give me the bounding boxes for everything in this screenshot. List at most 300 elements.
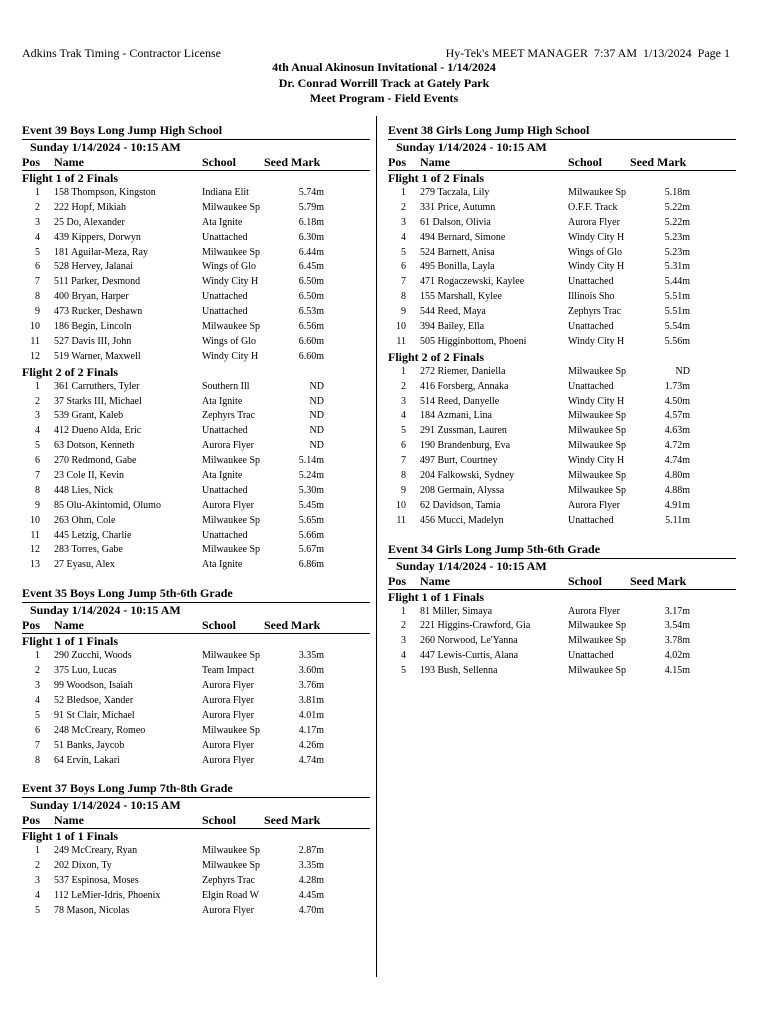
entry-pos: 3 bbox=[401, 635, 406, 647]
entry-seed-mark: 5.65m bbox=[298, 514, 324, 526]
entry-pos: 12 bbox=[30, 544, 40, 556]
entry-seed-mark: 4.80m bbox=[664, 470, 690, 482]
entry-name: 290 Zucchi, Woods bbox=[54, 650, 132, 662]
entry-school: Unattached bbox=[202, 291, 248, 303]
entry-seed-mark: 3.54m bbox=[664, 620, 690, 632]
header-school: School bbox=[568, 155, 603, 169]
entry-name: 471 Rogaczewski, Kaylee bbox=[420, 276, 525, 288]
entry-pos: 1 bbox=[35, 380, 40, 392]
entry-seed-mark: 5.66m bbox=[298, 529, 324, 541]
header-seed-mark: Seed Mark bbox=[264, 155, 321, 169]
entry-pos: 6 bbox=[35, 261, 40, 273]
entry-name: 375 Luo, Lucas bbox=[54, 665, 117, 677]
entry-school: Wings of Glo bbox=[202, 335, 257, 347]
entry-name: 494 Bernard, Simone bbox=[420, 231, 506, 243]
entry-pos: 3 bbox=[401, 216, 406, 228]
entry-name: 279 Taczala, Lily bbox=[420, 187, 490, 198]
header-name: Name bbox=[54, 155, 84, 169]
entry-row bbox=[388, 454, 736, 469]
entry-school: Zephyrs Trac bbox=[202, 875, 256, 887]
entry-seed-mark: 6.86m bbox=[298, 559, 324, 571]
header-software-info: Hy-Tek's MEET MANAGER 7:37 AM 1/13/2024 Page 1 bbox=[445, 46, 730, 60]
entry-pos: 9 bbox=[35, 306, 40, 318]
entry-seed-mark: 6.45m bbox=[298, 261, 324, 273]
entry-school: Aurora Flyer bbox=[202, 694, 254, 706]
entry-seed-mark: 5.54m bbox=[664, 321, 690, 333]
entry-row bbox=[22, 874, 370, 889]
session-date: Sunday 1/14/2024 - 10:15 AM bbox=[388, 139, 736, 154]
entry-name: 81 Miller, Simaya bbox=[420, 605, 493, 617]
entry-row bbox=[22, 424, 370, 439]
entry-name: 412 Dueno Alda, Eric bbox=[54, 425, 142, 437]
entry-name: 91 St Clair, Michael bbox=[54, 709, 135, 721]
entry-pos: 2 bbox=[401, 620, 406, 632]
entry-name: 208 Germain, Alyssa bbox=[420, 484, 505, 496]
entry-pos: 2 bbox=[35, 860, 40, 872]
entry-school: Wings of Glo bbox=[568, 246, 623, 258]
entry-row bbox=[388, 275, 736, 290]
entry-row bbox=[22, 320, 370, 335]
entry-name: 361 Carruthers, Tyler bbox=[54, 380, 140, 392]
flight-label: Flight 1 of 2 Finals bbox=[22, 171, 119, 185]
entry-pos: 9 bbox=[35, 499, 40, 511]
entry-seed-mark: 5.23m bbox=[664, 231, 690, 243]
entry-name: 222 Hopf, Mikiah bbox=[54, 201, 126, 213]
entry-row bbox=[22, 350, 370, 365]
header-seed-mark: Seed Mark bbox=[264, 813, 321, 828]
entry-name: 184 Azmani, Lina bbox=[420, 410, 492, 422]
header-school: School bbox=[202, 618, 237, 633]
entry-school: Windy City H bbox=[568, 335, 625, 347]
entry-pos: 2 bbox=[401, 201, 406, 213]
entry-seed-mark: 5.22m bbox=[664, 216, 690, 228]
entry-school: Windy City H bbox=[202, 350, 259, 362]
entry-name: 539 Grant, Kaleb bbox=[54, 410, 124, 422]
entry-name: 158 Thompson, Kingston bbox=[54, 187, 156, 198]
header-license: Adkins Trak Timing - Contractor License bbox=[22, 46, 222, 60]
entry-pos: 5 bbox=[35, 440, 40, 452]
entry-row bbox=[388, 395, 736, 410]
entry-seed-mark: 5.67m bbox=[298, 544, 324, 556]
entry-name: 63 Dotson, Kenneth bbox=[54, 440, 135, 452]
entry-row bbox=[22, 439, 370, 454]
entry-seed-mark: 4.57m bbox=[664, 410, 690, 422]
entry-seed-mark: 6.50m bbox=[298, 276, 324, 288]
entry-name: 519 Warner, Maxwell bbox=[54, 350, 141, 362]
entry-seed-mark: 4.88m bbox=[664, 484, 690, 496]
entry-school: Unattached bbox=[202, 231, 248, 243]
header-school: School bbox=[202, 813, 237, 828]
entry-pos: 3 bbox=[35, 410, 40, 422]
entry-seed-mark: 4.91m bbox=[664, 499, 690, 511]
entry-name: 155 Marshall, Kylee bbox=[420, 291, 502, 303]
entry-seed-mark: 6.53m bbox=[298, 306, 324, 318]
entry-school: Team Impact bbox=[202, 665, 255, 677]
entry-name: 283 Torres, Gabe bbox=[54, 544, 123, 556]
event-section bbox=[22, 585, 370, 768]
entry-name: 25 Do, Alexander bbox=[54, 216, 125, 228]
session-date: Sunday 1/14/2024 - 10:15 AM bbox=[388, 558, 736, 573]
entry-row bbox=[388, 409, 736, 424]
entry-seed-mark: 5.79m bbox=[298, 201, 324, 213]
entry-row bbox=[22, 649, 370, 664]
entry-pos: 6 bbox=[35, 724, 40, 736]
entry-row bbox=[22, 395, 370, 410]
entry-seed-mark: ND bbox=[309, 410, 324, 422]
entry-name: 456 Mucci, Madelyn bbox=[420, 514, 504, 526]
entry-pos: 3 bbox=[35, 216, 40, 228]
entry-school: Milwaukee Sp bbox=[202, 201, 261, 213]
entry-pos: 6 bbox=[35, 455, 40, 467]
entry-pos: 1 bbox=[401, 187, 406, 198]
entry-school: Windy City H bbox=[568, 231, 625, 243]
entry-school: Milwaukee Sp bbox=[202, 845, 261, 857]
flight-label: Flight 2 of 2 Finals bbox=[22, 364, 119, 379]
event-section bbox=[22, 780, 370, 918]
entry-school: Unattached bbox=[202, 529, 248, 541]
entry-row bbox=[388, 335, 736, 350]
entry-name: 524 Barnett, Anisa bbox=[420, 246, 495, 258]
entry-seed-mark: 3.17m bbox=[664, 605, 690, 617]
entry-school: Windy City H bbox=[202, 276, 259, 288]
entry-seed-mark: 5.56m bbox=[664, 335, 690, 347]
entry-row bbox=[388, 320, 736, 335]
entry-row bbox=[388, 634, 736, 649]
entry-school: Unattached bbox=[568, 380, 614, 392]
entry-pos: 5 bbox=[35, 246, 40, 258]
header-name: Name bbox=[420, 155, 450, 169]
entry-pos: 4 bbox=[35, 231, 40, 243]
entry-pos: 10 bbox=[30, 321, 40, 333]
entry-pos: 1 bbox=[35, 187, 40, 198]
entry-name: 85 Olu-Akintomid, Olumo bbox=[54, 499, 161, 511]
entry-school: Milwaukee Sp bbox=[568, 620, 627, 632]
entry-row bbox=[22, 694, 370, 709]
entry-name: 473 Rucker, Deshawn bbox=[54, 306, 143, 318]
header-pos: Pos bbox=[22, 155, 40, 169]
entry-seed-mark: 4.63m bbox=[664, 425, 690, 437]
entry-pos: 4 bbox=[401, 231, 406, 243]
entry-seed-mark: 3.35m bbox=[298, 860, 324, 872]
entry-pos: 8 bbox=[401, 470, 406, 482]
entry-pos: 8 bbox=[35, 484, 40, 496]
entry-name: 27 Eyasu, Alex bbox=[54, 559, 115, 571]
entry-pos: 8 bbox=[401, 291, 406, 303]
entry-row bbox=[22, 679, 370, 694]
flight-label: Flight 1 of 2 Finals bbox=[388, 171, 485, 185]
entry-name: 495 Bonilla, Layla bbox=[420, 261, 495, 273]
header-seed-mark: Seed Mark bbox=[630, 573, 687, 588]
entry-seed-mark: 6.18m bbox=[298, 216, 324, 228]
header-name: Name bbox=[420, 573, 450, 588]
entry-seed-mark: 5.45m bbox=[298, 499, 324, 511]
entry-row bbox=[388, 365, 736, 380]
entry-pos: 5 bbox=[401, 425, 406, 437]
program-title: Meet Program - Field Events bbox=[309, 91, 459, 105]
header-name: Name bbox=[54, 618, 84, 633]
entry-school: Zephyrs Trac bbox=[202, 410, 256, 422]
entry-seed-mark: 5.51m bbox=[664, 291, 690, 303]
entry-school: Unattached bbox=[568, 321, 614, 333]
entry-row bbox=[388, 664, 736, 679]
entry-school: Wings of Glo bbox=[202, 261, 257, 273]
entry-seed-mark: 1.73m bbox=[664, 380, 690, 392]
entry-row bbox=[22, 305, 370, 320]
column-headers bbox=[388, 573, 736, 590]
entry-row bbox=[22, 859, 370, 874]
entry-school: Ata Ignite bbox=[202, 216, 243, 228]
entry-pos: 2 bbox=[401, 380, 406, 392]
entry-name: 270 Redmond, Gabe bbox=[54, 455, 137, 467]
entry-row bbox=[22, 889, 370, 904]
entry-pos: 11 bbox=[396, 514, 406, 526]
entry-seed-mark: ND bbox=[309, 380, 324, 392]
column-headers bbox=[22, 154, 370, 171]
entry-row bbox=[388, 439, 736, 454]
entry-name: 190 Brandenburg, Eva bbox=[420, 440, 511, 452]
entry-school: Milwaukee Sp bbox=[568, 187, 627, 198]
entry-row bbox=[388, 380, 736, 395]
entry-school: Zephyrs Trac bbox=[568, 306, 622, 318]
entry-school: Aurora Flyer bbox=[568, 499, 620, 511]
header-seed-mark: Seed Mark bbox=[264, 618, 321, 633]
entry-row bbox=[22, 709, 370, 724]
entry-seed-mark: 4.02m bbox=[664, 650, 690, 662]
entry-pos: 1 bbox=[401, 365, 406, 377]
entry-pos: 4 bbox=[35, 694, 40, 706]
entry-row bbox=[22, 469, 370, 484]
entry-name: 181 Aguilar-Meza, Ray bbox=[54, 246, 148, 258]
entry-seed-mark: ND bbox=[309, 425, 324, 437]
entry-seed-mark: 4.17m bbox=[298, 724, 324, 736]
entry-row bbox=[22, 739, 370, 754]
entry-pos: 6 bbox=[401, 440, 406, 452]
entry-name: 51 Banks, Jaycob bbox=[54, 739, 125, 751]
entry-name: 447 Lewis-Curtis, Alana bbox=[420, 650, 519, 662]
event-title: Event 34 Girls Long Jump 5th-6th Grade bbox=[388, 541, 601, 556]
entry-pos: 11 bbox=[30, 529, 40, 541]
event-section bbox=[388, 541, 736, 679]
entry-name: 514 Reed, Danyelle bbox=[420, 395, 500, 407]
entry-row bbox=[22, 186, 370, 201]
entry-school: Milwaukee Sp bbox=[568, 425, 627, 437]
entry-school: Milwaukee Sp bbox=[202, 724, 261, 736]
entry-school: Aurora Flyer bbox=[568, 605, 620, 617]
entry-school: Milwaukee Sp bbox=[568, 410, 627, 422]
entry-school: Illinois Sho bbox=[568, 291, 615, 303]
meet-title: 4th Anual Akinosun Invitational - 1/14/2024 bbox=[272, 60, 496, 74]
entry-school: Milwaukee Sp bbox=[568, 470, 627, 482]
entry-school: Windy City H bbox=[568, 261, 625, 273]
entry-pos: 12 bbox=[30, 350, 40, 362]
header-pos: Pos bbox=[22, 618, 40, 633]
entry-row bbox=[22, 499, 370, 514]
header-school: School bbox=[568, 573, 603, 588]
entry-seed-mark: 4.74m bbox=[298, 754, 324, 766]
entry-row bbox=[22, 246, 370, 261]
entry-name: 497 Burt, Courtney bbox=[420, 455, 498, 467]
entry-school: Aurora Flyer bbox=[202, 709, 254, 721]
entry-seed-mark: 6.56m bbox=[298, 321, 324, 333]
entry-seed-mark: 4.50m bbox=[664, 395, 690, 407]
entry-pos: 1 bbox=[401, 605, 406, 617]
entry-name: 52 Bledsoe, Xander bbox=[54, 694, 134, 706]
entry-row bbox=[388, 186, 736, 201]
entry-name: 64 Ervin, Lakari bbox=[54, 754, 120, 766]
column-headers bbox=[22, 812, 370, 829]
entry-school: Milwaukee Sp bbox=[202, 321, 261, 333]
entry-school: Indiana Elit bbox=[202, 187, 249, 198]
entry-row bbox=[388, 305, 736, 320]
entry-name: 527 Davis III, John bbox=[54, 335, 132, 347]
entry-pos: 3 bbox=[401, 395, 406, 407]
entry-name: 416 Forsberg, Annaka bbox=[420, 380, 509, 392]
entry-seed-mark: 4.72m bbox=[664, 440, 690, 452]
entry-seed-mark: ND bbox=[309, 395, 324, 407]
entry-seed-mark: 6.50m bbox=[298, 291, 324, 303]
entry-school: Aurora Flyer bbox=[202, 680, 254, 692]
entry-school: Windy City H bbox=[568, 395, 625, 407]
flight-label: Flight 1 of 1 Finals bbox=[22, 829, 119, 844]
entry-pos: 8 bbox=[35, 754, 40, 766]
entry-seed-mark: 4.15m bbox=[664, 665, 690, 677]
entry-row bbox=[22, 754, 370, 769]
entry-row bbox=[22, 380, 370, 395]
entry-name: 505 Higginbottom, Phoeni bbox=[420, 335, 527, 347]
entry-school: Unattached bbox=[568, 276, 614, 288]
entry-seed-mark: 4.01m bbox=[298, 709, 324, 721]
entry-row bbox=[388, 499, 736, 514]
entry-pos: 7 bbox=[401, 276, 406, 288]
entry-seed-mark: 5.14m bbox=[298, 455, 324, 467]
entry-row bbox=[22, 201, 370, 216]
entry-seed-mark: 4.74m bbox=[664, 455, 690, 467]
entry-seed-mark: 5.11m bbox=[665, 514, 690, 526]
entry-pos: 1 bbox=[35, 650, 40, 662]
entry-pos: 2 bbox=[35, 201, 40, 213]
meet-venue: Dr. Conrad Worrill Track at Gately Park bbox=[278, 76, 490, 90]
entry-name: 260 Norwood, Le'Yanna bbox=[420, 635, 518, 647]
entry-name: 445 Letzig, Charlie bbox=[54, 529, 132, 541]
entry-school: Ata Ignite bbox=[202, 559, 243, 571]
entry-seed-mark: 6.44m bbox=[298, 246, 324, 258]
entry-school: Milwaukee Sp bbox=[568, 484, 627, 496]
entry-pos: 9 bbox=[401, 484, 406, 496]
session-date: Sunday 1/14/2024 - 10:15 AM bbox=[22, 139, 370, 154]
event-section bbox=[388, 122, 736, 529]
entry-name: 221 Higgins-Crawford, Gia bbox=[420, 620, 531, 632]
entry-school: O.F.F. Track bbox=[568, 201, 618, 213]
header-school: School bbox=[202, 155, 237, 169]
entry-row bbox=[22, 454, 370, 469]
entry-pos: 4 bbox=[35, 425, 40, 437]
entry-name: 263 Ohm, Cole bbox=[54, 514, 116, 526]
entry-seed-mark: 5.24m bbox=[298, 470, 324, 482]
entry-row bbox=[22, 558, 370, 573]
entry-row bbox=[22, 514, 370, 529]
entry-name: 331 Price, Autumn bbox=[420, 201, 496, 213]
entry-row bbox=[388, 231, 736, 246]
entry-name: 511 Parker, Desmond bbox=[54, 276, 141, 288]
entry-pos: 7 bbox=[401, 455, 406, 467]
entry-school: Milwaukee Sp bbox=[202, 860, 261, 872]
entry-pos: 5 bbox=[401, 665, 406, 677]
entry-school: Milwaukee Sp bbox=[568, 440, 627, 452]
entry-row bbox=[388, 469, 736, 484]
entry-name: 528 Hervey, Jalanai bbox=[54, 261, 134, 273]
entry-pos: 10 bbox=[396, 321, 406, 333]
entry-school: Aurora Flyer bbox=[568, 216, 620, 228]
entry-name: 291 Zussman, Lauren bbox=[420, 425, 507, 437]
entry-seed-mark: 4.26m bbox=[298, 739, 324, 751]
entry-name: 400 Bryan, Harper bbox=[54, 291, 129, 303]
entry-pos: 5 bbox=[35, 709, 40, 721]
event-title: Event 38 Girls Long Jump High School bbox=[388, 123, 590, 137]
entry-school: Unattached bbox=[568, 514, 614, 526]
entry-school: Unattached bbox=[202, 484, 248, 496]
left-column bbox=[22, 122, 370, 919]
header-seed-mark: Seed Mark bbox=[630, 155, 687, 169]
entry-row bbox=[22, 231, 370, 246]
header-name: Name bbox=[54, 813, 84, 828]
session-date: Sunday 1/14/2024 - 10:15 AM bbox=[22, 602, 370, 617]
entry-pos: 4 bbox=[35, 890, 40, 902]
entry-school: Unattached bbox=[202, 425, 248, 437]
entry-school: Milwaukee Sp bbox=[202, 246, 261, 258]
entry-seed-mark: 5.18m bbox=[664, 187, 690, 198]
entry-pos: 4 bbox=[401, 410, 406, 422]
entry-pos: 11 bbox=[396, 335, 406, 347]
entry-seed-mark: 6.30m bbox=[298, 231, 324, 243]
entry-pos: 7 bbox=[35, 739, 40, 751]
entry-pos: 5 bbox=[401, 246, 406, 258]
entry-seed-mark: 6.60m bbox=[298, 350, 324, 362]
entry-school: Aurora Flyer bbox=[202, 754, 254, 766]
entry-school: Aurora Flyer bbox=[202, 739, 254, 751]
entry-row bbox=[22, 335, 370, 350]
entry-school: Ata Ignite bbox=[202, 470, 243, 482]
entry-school: Unattached bbox=[202, 306, 248, 318]
entry-name: 78 Mason, Nicolas bbox=[54, 904, 130, 916]
entry-row bbox=[22, 904, 370, 919]
entry-pos: 6 bbox=[401, 261, 406, 273]
entry-pos: 2 bbox=[35, 665, 40, 677]
entry-name: 112 LeMier-Idris, Phoenix bbox=[54, 890, 161, 902]
header-pos: Pos bbox=[388, 573, 406, 588]
entry-seed-mark: 5.44m bbox=[664, 276, 690, 288]
column-divider bbox=[376, 116, 377, 977]
entry-pos: 9 bbox=[401, 306, 406, 318]
entry-name: 202 Dixon, Ty bbox=[54, 860, 112, 872]
entry-name: 204 Falkowski, Sydney bbox=[420, 470, 515, 482]
header-pos: Pos bbox=[22, 813, 40, 828]
entry-pos: 8 bbox=[35, 291, 40, 303]
entry-name: 61 Dalson, Olivia bbox=[420, 216, 491, 228]
entry-pos: 11 bbox=[30, 335, 40, 347]
entry-pos: 7 bbox=[35, 470, 40, 482]
entry-name: 37 Starks III, Michael bbox=[54, 395, 142, 407]
entry-name: 193 Bush, Sellenna bbox=[420, 665, 498, 677]
entry-pos: 13 bbox=[30, 559, 40, 571]
entry-seed-mark: 3.76m bbox=[298, 680, 324, 692]
entry-school: Milwaukee Sp bbox=[202, 455, 261, 467]
flight-label: Flight 2 of 2 Finals bbox=[388, 349, 485, 364]
entry-school: Aurora Flyer bbox=[202, 499, 254, 511]
entry-seed-mark: ND bbox=[309, 440, 324, 452]
column-headers bbox=[388, 154, 736, 171]
right-column bbox=[388, 122, 736, 679]
entry-row bbox=[22, 724, 370, 739]
